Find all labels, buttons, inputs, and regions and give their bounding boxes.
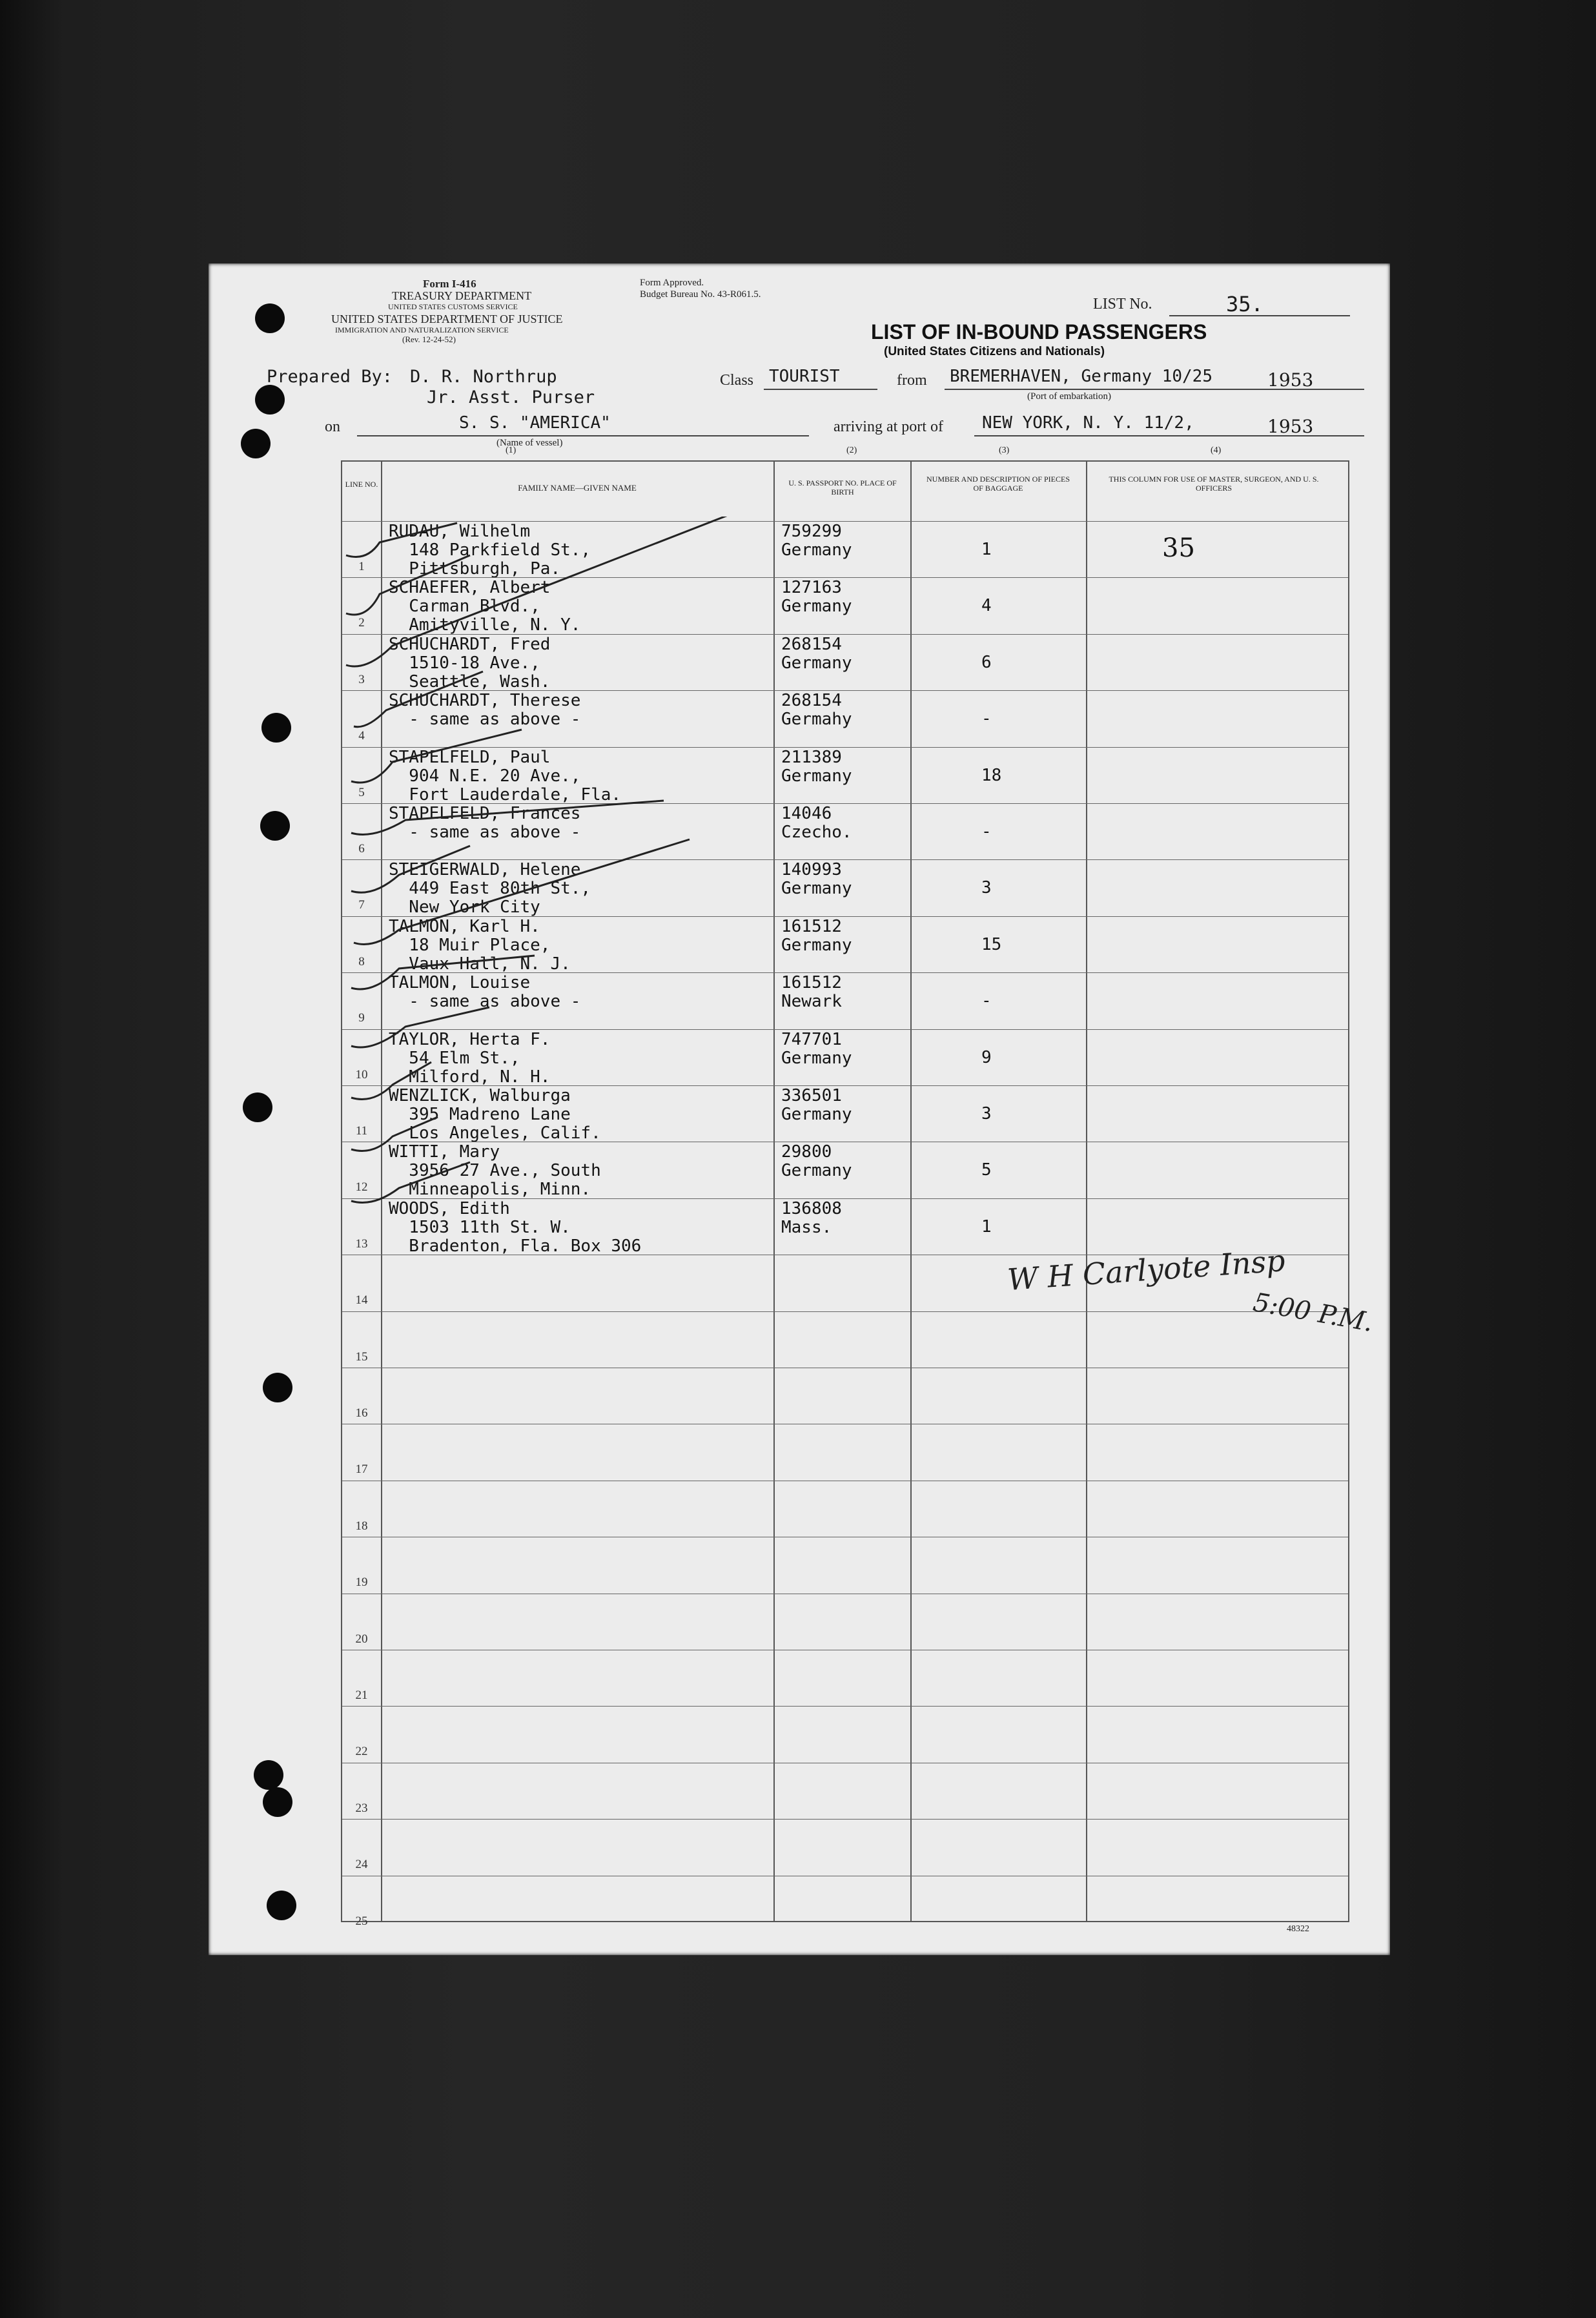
table-row: [342, 1537, 1348, 1593]
arriving-year: 1953: [1267, 416, 1314, 437]
baggage-count: 18: [981, 765, 1002, 785]
line-number: 14: [355, 1293, 368, 1308]
arriving-label: arriving at port of: [834, 418, 943, 435]
punch-hole: [255, 303, 285, 333]
baggage-count: 3: [981, 878, 992, 898]
passport-birthplace: 268154 Germany: [781, 634, 852, 673]
header-line-no: LINE NO.: [345, 480, 378, 489]
list-no-value: 35.: [1226, 292, 1264, 316]
passport-birthplace: 759299 Germany: [781, 522, 852, 560]
arriving-value: NEW YORK, N. Y. 11/2,: [982, 413, 1194, 433]
passport-birthplace: 127163 Germany: [781, 578, 852, 617]
line-number: 22: [355, 1745, 368, 1759]
passport-birthplace: 29800 Germany: [781, 1142, 852, 1181]
line-number: 25: [355, 1914, 368, 1928]
footer-code: 48322: [1287, 1924, 1309, 1934]
passenger-name-address: SCHAEFER, Albert Carman Blvd., Amityville, N. Y.: [389, 578, 581, 635]
document-title: LIST OF IN-BOUND PASSENGERS: [871, 320, 1207, 344]
revision: (Rev. 12-24-52): [402, 334, 456, 344]
baggage-count: 15: [981, 934, 1002, 954]
punch-hole: [241, 429, 271, 458]
baggage-count: 9: [981, 1047, 992, 1067]
line-number: 1: [358, 560, 365, 573]
line-number: 13: [355, 1236, 368, 1251]
punch-hole: [263, 1373, 292, 1402]
line-number: 5: [358, 785, 365, 799]
passenger-name-address: TAYLOR, Herta F. 54 Elm St., Milford, N. H.: [389, 1029, 551, 1087]
col-num-2: (2): [846, 446, 857, 455]
col-num-3: (3): [999, 446, 1010, 455]
line-number: 23: [355, 1801, 368, 1815]
baggage-count: -: [981, 991, 992, 1011]
officer-note: 35: [1162, 533, 1195, 563]
line-number: 2: [358, 616, 365, 630]
passenger-name-address: WENZLICK, Walburga 395 Madreno Lane Los Angeles, Calif.: [389, 1086, 601, 1143]
prepared-by: D. R. Northrup: [410, 367, 557, 387]
table-row: [342, 1424, 1348, 1480]
header-name: FAMILY NAME—GIVEN NAME: [518, 483, 637, 493]
vessel-note: (Name of vessel): [496, 438, 563, 448]
table-row: [342, 1876, 1348, 1932]
line-number: 4: [358, 729, 365, 743]
passport-birthplace: 140993 Germany: [781, 860, 852, 899]
col-num-4: (4): [1211, 446, 1222, 455]
from-label: from: [897, 372, 927, 389]
passport-birthplace: 161512 Germany: [781, 916, 852, 955]
punch-hole: [254, 1760, 283, 1790]
justice-dept: UNITED STATES DEPARTMENT OF JUSTICE: [331, 313, 563, 325]
line-number: 8: [358, 954, 365, 969]
vessel-value: S. S. "AMERICA": [459, 413, 611, 433]
passport-birthplace: 14046 Czecho.: [781, 804, 852, 842]
passenger-name-address: SCHUCHARDT, Fred 1510-18 Ave., Seattle, Wash.: [389, 634, 551, 692]
table-row: [342, 1706, 1348, 1762]
passport-birthplace: 211389 Germany: [781, 747, 852, 786]
passenger-name-address: SCHUCHARDT, Therese - same as above -: [389, 691, 581, 730]
prepared-label: Prepared By:: [267, 367, 393, 387]
vessel-line: [357, 435, 809, 436]
line-number: 11: [355, 1124, 368, 1138]
table-row: [342, 1763, 1348, 1819]
line-number: 19: [355, 1575, 368, 1590]
punch-hole: [260, 811, 290, 841]
passenger-name-address: STAPELFELD, Frances - same as above -: [389, 804, 581, 842]
baggage-count: -: [981, 822, 992, 841]
line-number: 16: [355, 1406, 368, 1420]
passport-birthplace: 161512 Newark: [781, 973, 842, 1012]
form-number: Form I-416: [423, 278, 476, 290]
from-year: 1953: [1267, 369, 1314, 391]
passenger-name-address: STAPELFELD, Paul 904 N.E. 20 Ave., Fort Lauderdale, Fla.: [389, 747, 622, 805]
list-no-label: LIST No.: [1093, 296, 1152, 313]
passport-birthplace: 336501 Germany: [781, 1086, 852, 1124]
inspection-time: 5:00 P.M.: [1251, 1287, 1376, 1338]
table-row: [342, 1650, 1348, 1706]
form-approved: Form Approved.: [640, 278, 704, 288]
table-row: [342, 1594, 1348, 1650]
line-number: 10: [355, 1067, 368, 1082]
passport-birthplace: 747701 Germany: [781, 1029, 852, 1068]
header-officers: THIS COLUMN FOR USE OF MASTER, SURGEON, AND U. S. OFFICERS: [1109, 475, 1319, 493]
passenger-name-address: TALMON, Louise - same as above -: [389, 973, 581, 1012]
embark-note: (Port of embarkation): [1027, 391, 1111, 402]
line-number: 9: [358, 1011, 365, 1025]
table-row: [342, 1311, 1348, 1368]
class-label: Class: [720, 372, 754, 389]
class-line: [764, 389, 877, 390]
line-number: 7: [358, 898, 365, 912]
table-row: [342, 1481, 1348, 1537]
baggage-count: 3: [981, 1104, 992, 1123]
prepared-role: Jr. Asst. Purser: [427, 387, 595, 407]
punch-hole: [263, 1787, 292, 1817]
line-number: 12: [355, 1180, 368, 1195]
from-value: BREMERHAVEN, Germany 10/25: [950, 367, 1212, 386]
punch-hole: [255, 385, 285, 415]
line-number: 21: [355, 1688, 368, 1702]
line-number: 3: [358, 672, 365, 686]
table-row: [342, 1819, 1348, 1875]
line-number: 17: [355, 1462, 368, 1477]
passport-birthplace: 268154 Germahy: [781, 691, 852, 730]
baggage-count: 4: [981, 596, 992, 616]
passenger-name-address: TALMON, Karl H. 18 Muir Place, Vaux Hall, N. J.: [389, 916, 571, 974]
inspector-signature: W H Carlyote Insp: [1006, 1243, 1287, 1297]
line-number: 20: [355, 1632, 368, 1646]
treasury-dept: TREASURY DEPARTMENT: [392, 289, 532, 302]
tick-marks: [341, 517, 728, 1253]
punch-hole: [261, 713, 291, 743]
baggage-count: 1: [981, 540, 992, 559]
header-passport: U. S. PASSPORT NO. PLACE OF BIRTH: [788, 478, 897, 497]
punch-hole: [267, 1891, 296, 1920]
col-num-1: (1): [506, 446, 517, 455]
baggage-count: -: [981, 709, 992, 729]
baggage-count: 1: [981, 1216, 992, 1236]
passenger-name-address: WOODS, Edith 1503 11th St. W. Bradenton, Fla. Box 306: [389, 1198, 642, 1256]
table-row: [342, 1368, 1348, 1424]
ins-service: IMMIGRATION AND NATURALIZATION SERVICE: [335, 325, 509, 334]
on-label: on: [325, 418, 340, 435]
baggage-count: 6: [981, 652, 992, 672]
budget-bureau: Budget Bureau No. 43-R061.5.: [640, 289, 761, 300]
line-number: 24: [355, 1858, 368, 1872]
line-number: 15: [355, 1349, 368, 1364]
baggage-count: 5: [981, 1160, 992, 1180]
customs-service: UNITED STATES CUSTOMS SERVICE: [388, 302, 518, 311]
line-number: 6: [358, 842, 365, 856]
line-number: 18: [355, 1519, 368, 1533]
header-baggage: NUMBER AND DESCRIPTION OF PIECES OF BAGGAGE: [926, 475, 1070, 493]
punch-hole: [243, 1092, 272, 1122]
passenger-name-address: STEIGERWALD, Helene 449 East 80th St., New York City: [389, 860, 591, 918]
class-value: TOURIST: [769, 367, 840, 386]
passenger-name-address: RUDAU, Wilhelm 148 Parkfield St., Pittsburgh, Pa.: [389, 522, 591, 579]
passenger-name-address: WITTI, Mary 3956 27 Ave., South Minneapolis, Minn.: [389, 1142, 601, 1200]
document-subtitle: (United States Citizens and Nationals): [884, 345, 1105, 358]
passport-birthplace: 136808 Mass.: [781, 1198, 842, 1237]
